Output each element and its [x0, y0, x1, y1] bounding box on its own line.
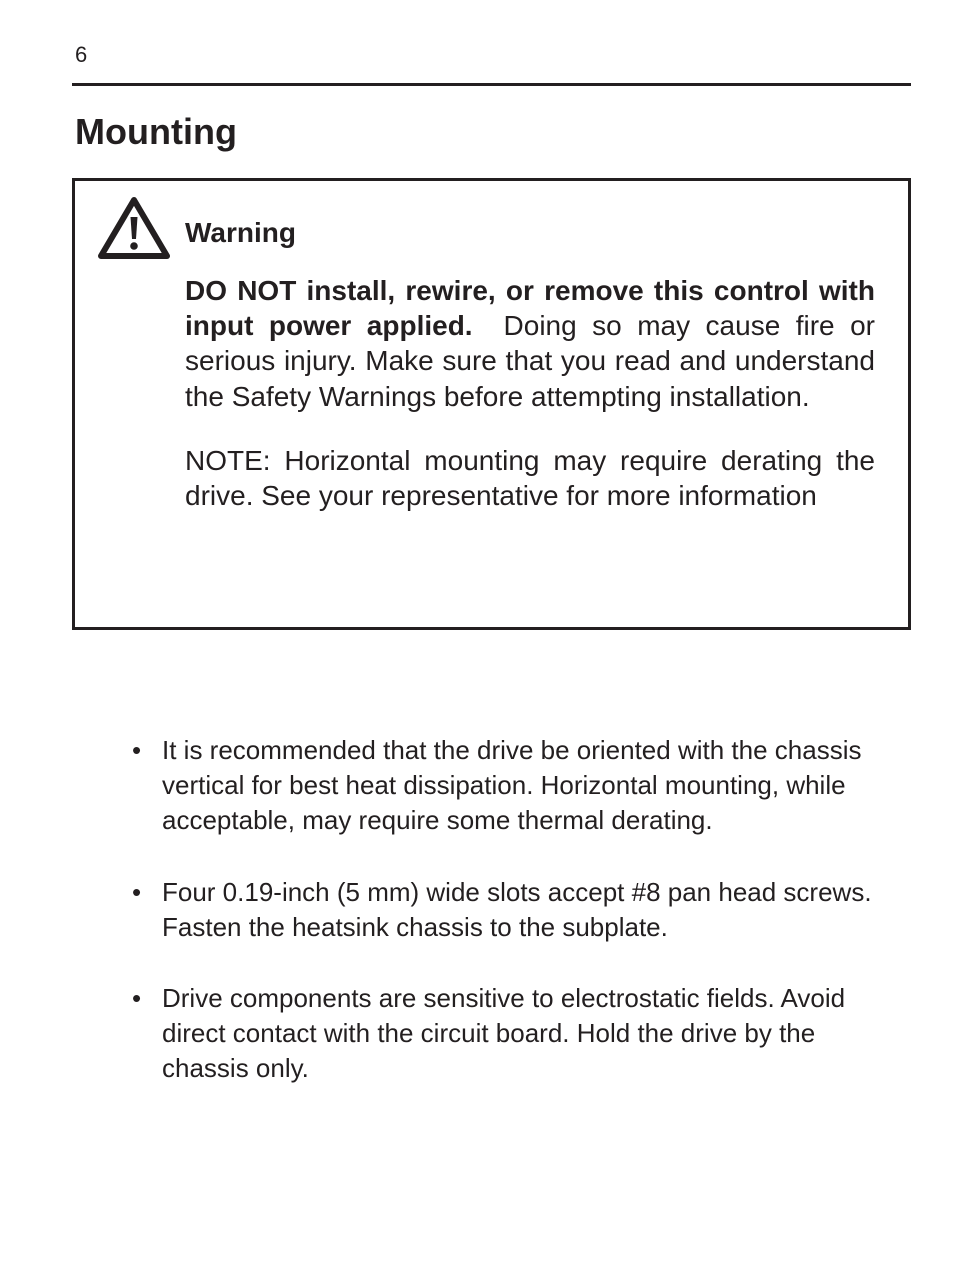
- warning-body-text: Doing so may cause fire or serious injury. Make sure that you read and understand the Safety Warnings before attempting installation.: [185, 310, 875, 412]
- warning-note: NOTE: Horizontal mounting may require derating the drive. See your representative for more information: [185, 444, 875, 512]
- warning-triangle-icon: [97, 195, 171, 261]
- bullet-icon: •: [132, 983, 142, 1014]
- list-item: [132, 981, 902, 1087]
- list-item: [132, 733, 902, 839]
- warning-content: [185, 211, 875, 513]
- bullet-text: Drive components are sensitive to electrostatic fields. Avoid direct contact with the circuit board. Hold the drive by the chassis only.: [162, 983, 846, 1084]
- warning-title: Warning: [185, 217, 296, 248]
- warning-box: [72, 178, 911, 630]
- header-rule: [72, 83, 911, 86]
- bullet-text: It is recommended that the drive be oriented with the chassis vertical for best heat dissipation. Horizontal mounting, while acceptable, may require some thermal derating.: [162, 735, 862, 836]
- section-title: Mounting: [75, 111, 237, 152]
- warning-bold-text: DO NOT install, rewire, or remove this control with input power applied.: [185, 275, 875, 342]
- list-item: [132, 875, 902, 945]
- bullet-icon: •: [132, 876, 142, 907]
- page-number: 6: [75, 42, 88, 67]
- warning-text: [185, 273, 875, 414]
- mounting-bullet-list: [132, 733, 902, 1123]
- bullet-icon: •: [132, 735, 142, 765]
- bullet-text: Four 0.19-inch (5 mm) wide slots accept #8 pan head screws. Fasten the heatsink chassis to the subplate.: [162, 876, 872, 942]
